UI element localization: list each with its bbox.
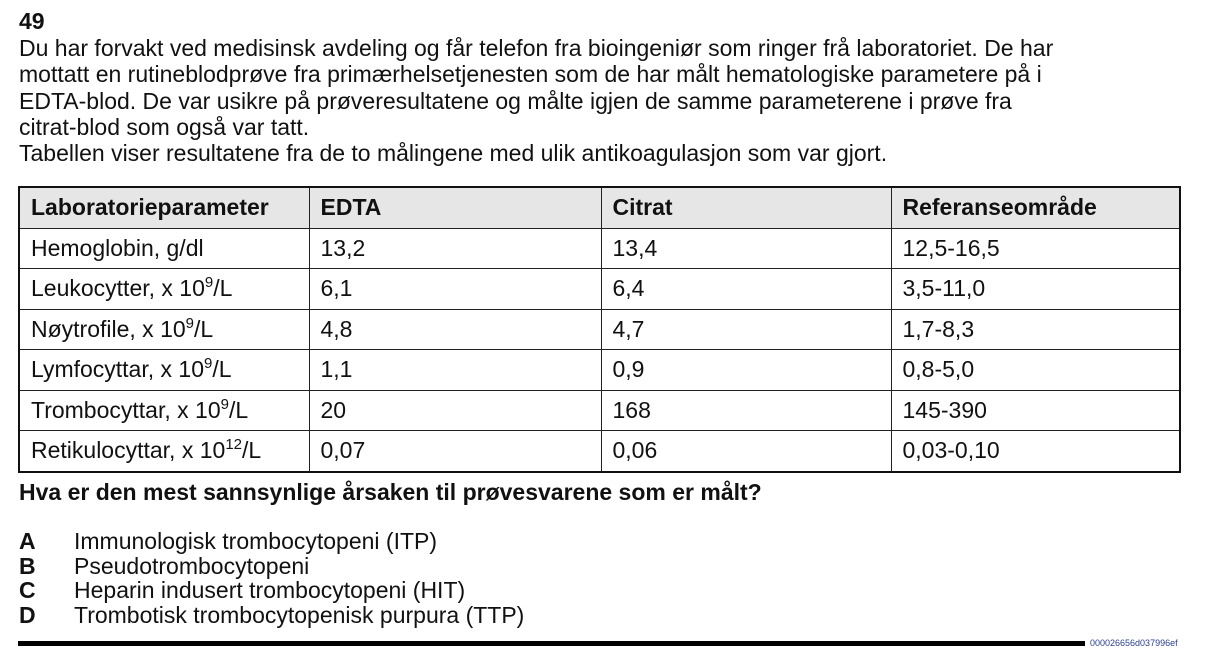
- option-letter: C: [19, 577, 36, 603]
- reference-range: 12,5-16,5: [891, 228, 1180, 269]
- edta-value: 13,2: [309, 228, 601, 269]
- unit-exponent: 12: [225, 436, 242, 454]
- header-edta: EDTA: [309, 187, 601, 228]
- unit-exponent: 9: [204, 274, 214, 292]
- parameter-cell: [19, 431, 309, 472]
- citrat-value: 13,4: [601, 228, 891, 269]
- unit-suffix: /L: [194, 315, 214, 342]
- unit-suffix: /L: [242, 437, 262, 464]
- unit-exponent: 9: [185, 314, 194, 332]
- question-stem: [19, 35, 1219, 166]
- option-d[interactable]: [19, 603, 524, 628]
- edta-value: 4,8: [309, 309, 601, 350]
- option-b[interactable]: [19, 554, 524, 579]
- parameter-name: Retikulocyttar, x 10: [31, 437, 226, 464]
- option-text: Pseudotrombocytopeni: [74, 552, 310, 579]
- stem-line: Du har forvakt ved medisinsk avdeling og får telefon fra bioingeniør som ringer frå laboratoriet. De har: [19, 35, 1054, 61]
- reference-range: 3,5-11,0: [891, 269, 1180, 310]
- table-row: [19, 390, 1180, 431]
- stem-line: mottatt en rutineblodprøve fra primærhelsetjenesten som de har målt hematologiske parametere på i: [19, 61, 1042, 88]
- unit-exponent: 9: [220, 395, 229, 413]
- reference-range: 1,7-8,3: [891, 309, 1180, 350]
- option-letter: B: [19, 552, 36, 579]
- parameter-name: Lymfocyttar, x 10: [31, 356, 204, 383]
- citrat-value: 0,06: [601, 431, 891, 472]
- option-text: Heparin indusert trombocytopeni (HIT): [74, 577, 466, 603]
- lab-results-table: [18, 186, 1181, 473]
- stem-line: Tabellen viser resultatene fra de to målingene med ulik antikoagulasjon som var gjort.: [19, 140, 888, 167]
- option-a[interactable]: [19, 529, 524, 554]
- stem-line: EDTA-blod. De var usikre på prøveresultatene og målte igjen de samme parameterene i prøve fra: [19, 87, 1012, 114]
- parameter-name: Leukocytter, x 10: [31, 275, 205, 302]
- parameter-name: Nøytrofile, x 10: [31, 315, 186, 342]
- table-header-row: [19, 187, 1180, 228]
- footer-id: 000026656d037996ef: [1090, 638, 1178, 648]
- table-row: [19, 228, 1180, 269]
- citrat-value: 6,4: [601, 269, 891, 310]
- parameter-name: Hemoglobin, g/dl: [31, 234, 204, 261]
- edta-value: 1,1: [309, 350, 601, 391]
- edta-value: 20: [309, 390, 601, 431]
- option-text: Trombotisk trombocytopenisk purpura (TTP): [74, 601, 525, 628]
- header-parameter: Laboratorieparameter: [19, 187, 309, 228]
- question-text: Hva er den mest sannsynlige årsaken til prøvesvarene som er målt?: [19, 479, 762, 505]
- question-number: 49: [19, 8, 45, 34]
- parameter-cell: [19, 228, 309, 269]
- table-row: [19, 309, 1180, 350]
- edta-value: 0,07: [309, 431, 601, 472]
- table-row: [19, 431, 1180, 472]
- header-reference: Referanseområde: [891, 187, 1180, 228]
- reference-range: 145-390: [891, 390, 1180, 431]
- citrat-value: 4,7: [601, 309, 891, 350]
- option-letter: D: [19, 601, 36, 628]
- reference-range: 0,8-5,0: [891, 350, 1180, 391]
- parameter-cell: [19, 309, 309, 350]
- option-text: Immunologisk trombocytopeni (ITP): [74, 528, 438, 554]
- parameter-cell: [19, 390, 309, 431]
- header-citrat: Citrat: [601, 187, 891, 228]
- parameter-name: Trombocyttar, x 10: [31, 396, 221, 423]
- answer-options: [19, 529, 524, 627]
- table-row: [19, 350, 1180, 391]
- unit-exponent: 9: [204, 355, 213, 373]
- reference-range: 0,03-0,10: [891, 431, 1180, 472]
- unit-suffix: /L: [213, 275, 233, 302]
- option-letter: A: [19, 528, 36, 554]
- parameter-cell: [19, 269, 309, 310]
- unit-suffix: /L: [212, 356, 232, 383]
- table-row: [19, 269, 1180, 310]
- citrat-value: 0,9: [601, 350, 891, 391]
- unit-suffix: /L: [228, 396, 249, 423]
- edta-value: 6,1: [309, 269, 601, 310]
- parameter-cell: [19, 350, 309, 391]
- stem-line: citrat-blod som også var tatt.: [19, 113, 310, 140]
- footer-divider: [18, 641, 1085, 646]
- citrat-value: 168: [601, 390, 891, 431]
- option-c[interactable]: [19, 578, 524, 603]
